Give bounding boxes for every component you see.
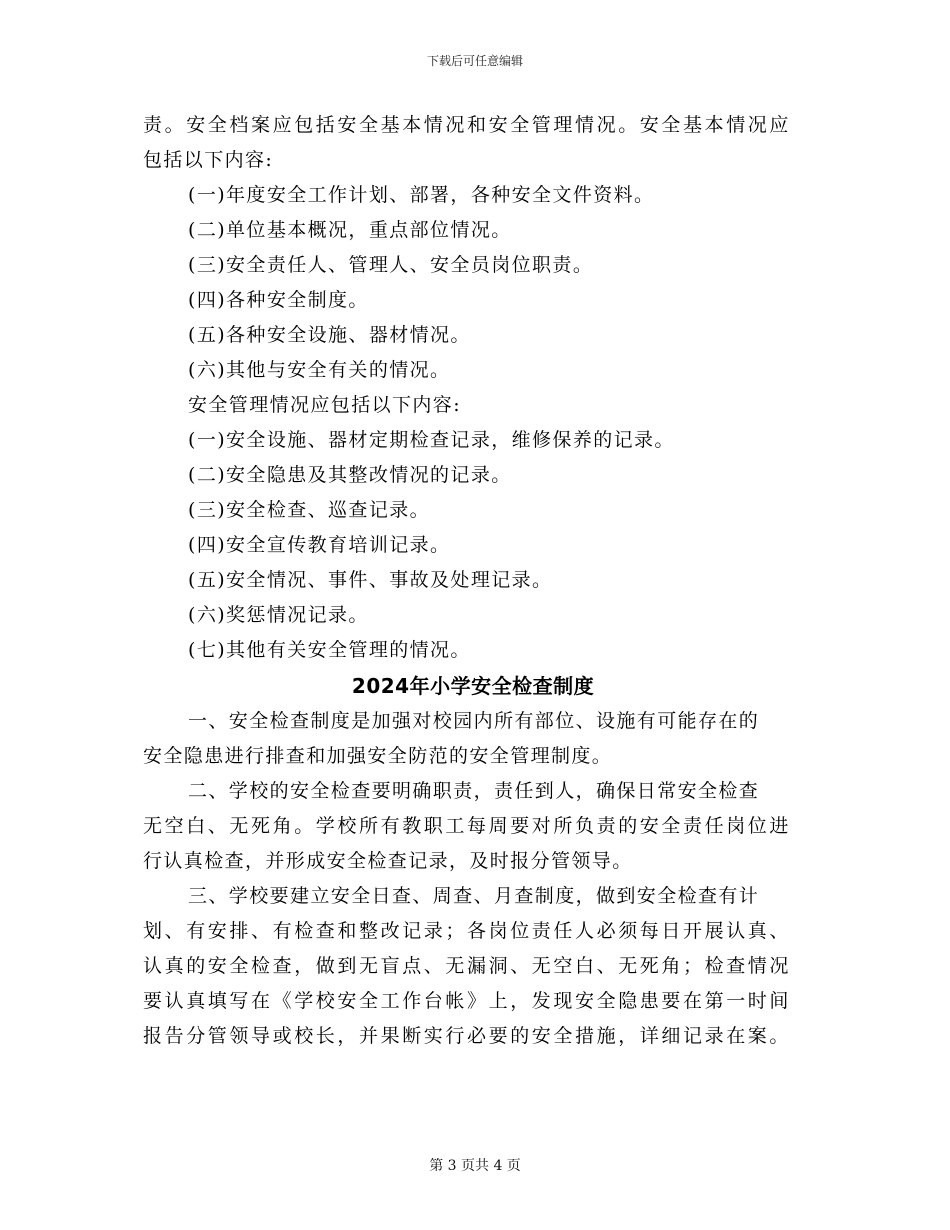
management-intro: 安全管理情况应包括以下内容: bbox=[188, 394, 462, 416]
management-item: (四)安全宣传教育培训记录。 bbox=[188, 534, 451, 556]
basic-item: (二)单位基本概况，重点部位情况。 bbox=[188, 219, 512, 241]
paragraph-line: 行认真检查，并形成安全检查记录，及时报分管领导。 bbox=[143, 850, 633, 872]
paragraph-line: 要认真填写在《学校安全工作台帐》上，发现安全隐患要在第一时间 bbox=[143, 990, 792, 1012]
intro-line: 包括以下内容: bbox=[143, 149, 274, 171]
basic-item: (一)年度安全工作计划、部署，各种安全文件资料。 bbox=[188, 184, 655, 206]
management-item: (一)安全设施、器材定期检查记录，维修保养的记录。 bbox=[188, 429, 675, 451]
management-item: (六)奖惩情况记录。 bbox=[188, 604, 369, 626]
management-item: (七)其他有关安全管理的情况。 bbox=[188, 639, 471, 661]
management-item: (五)安全情况、事件、事故及处理记录。 bbox=[188, 569, 553, 591]
page-header-note: 下载后可任意编辑 bbox=[426, 54, 523, 68]
management-item: (三)安全检查、巡查记录。 bbox=[188, 499, 431, 521]
paragraph-line: 二、学校的安全检查要明确职责，责任到人，确保日常安全检查 bbox=[188, 780, 760, 802]
intro-line: 责。安全档案应包括安全基本情况和安全管理情况。安全基本情况应 bbox=[143, 114, 792, 136]
page-number-footer: 第 3 页共 4 页 bbox=[429, 1158, 521, 1174]
section-title: 2024年小学安全检查制度 bbox=[351, 674, 595, 698]
paragraph-line: 报告分管领导或校长，并果断实行必要的安全措施，详细记录在案。 bbox=[143, 1025, 792, 1047]
paragraph-line: 一、安全检查制度是加强对校园内所有部位、设施有可能存在的 bbox=[188, 710, 760, 732]
paragraph-line: 划、有安排、有检查和整改记录；各岗位责任人必须每日开展认真、 bbox=[143, 920, 792, 942]
basic-item: (三)安全责任人、管理人、安全员岗位职责。 bbox=[188, 254, 594, 276]
paragraph-line: 安全隐患进行排查和加强安全防范的安全管理制度。 bbox=[143, 745, 613, 767]
basic-item: (六)其他与安全有关的情况。 bbox=[188, 359, 451, 381]
basic-item: (四)各种安全制度。 bbox=[188, 289, 369, 311]
paragraph-line: 三、学校要建立安全日查、周查、月查制度，做到安全检查有计 bbox=[188, 885, 760, 907]
document-body bbox=[143, 108, 803, 1054]
basic-item: (五)各种安全设施、器材情况。 bbox=[188, 324, 471, 346]
paragraph-line: 无空白、无死角。学校所有教职工每周要对所负责的安全责任岗位进 bbox=[143, 815, 792, 837]
management-item: (二)安全隐患及其整改情况的记录。 bbox=[188, 464, 512, 486]
paragraph-line: 认真的安全检查，做到无盲点、无漏洞、无空白、无死角；检查情况 bbox=[143, 955, 792, 977]
